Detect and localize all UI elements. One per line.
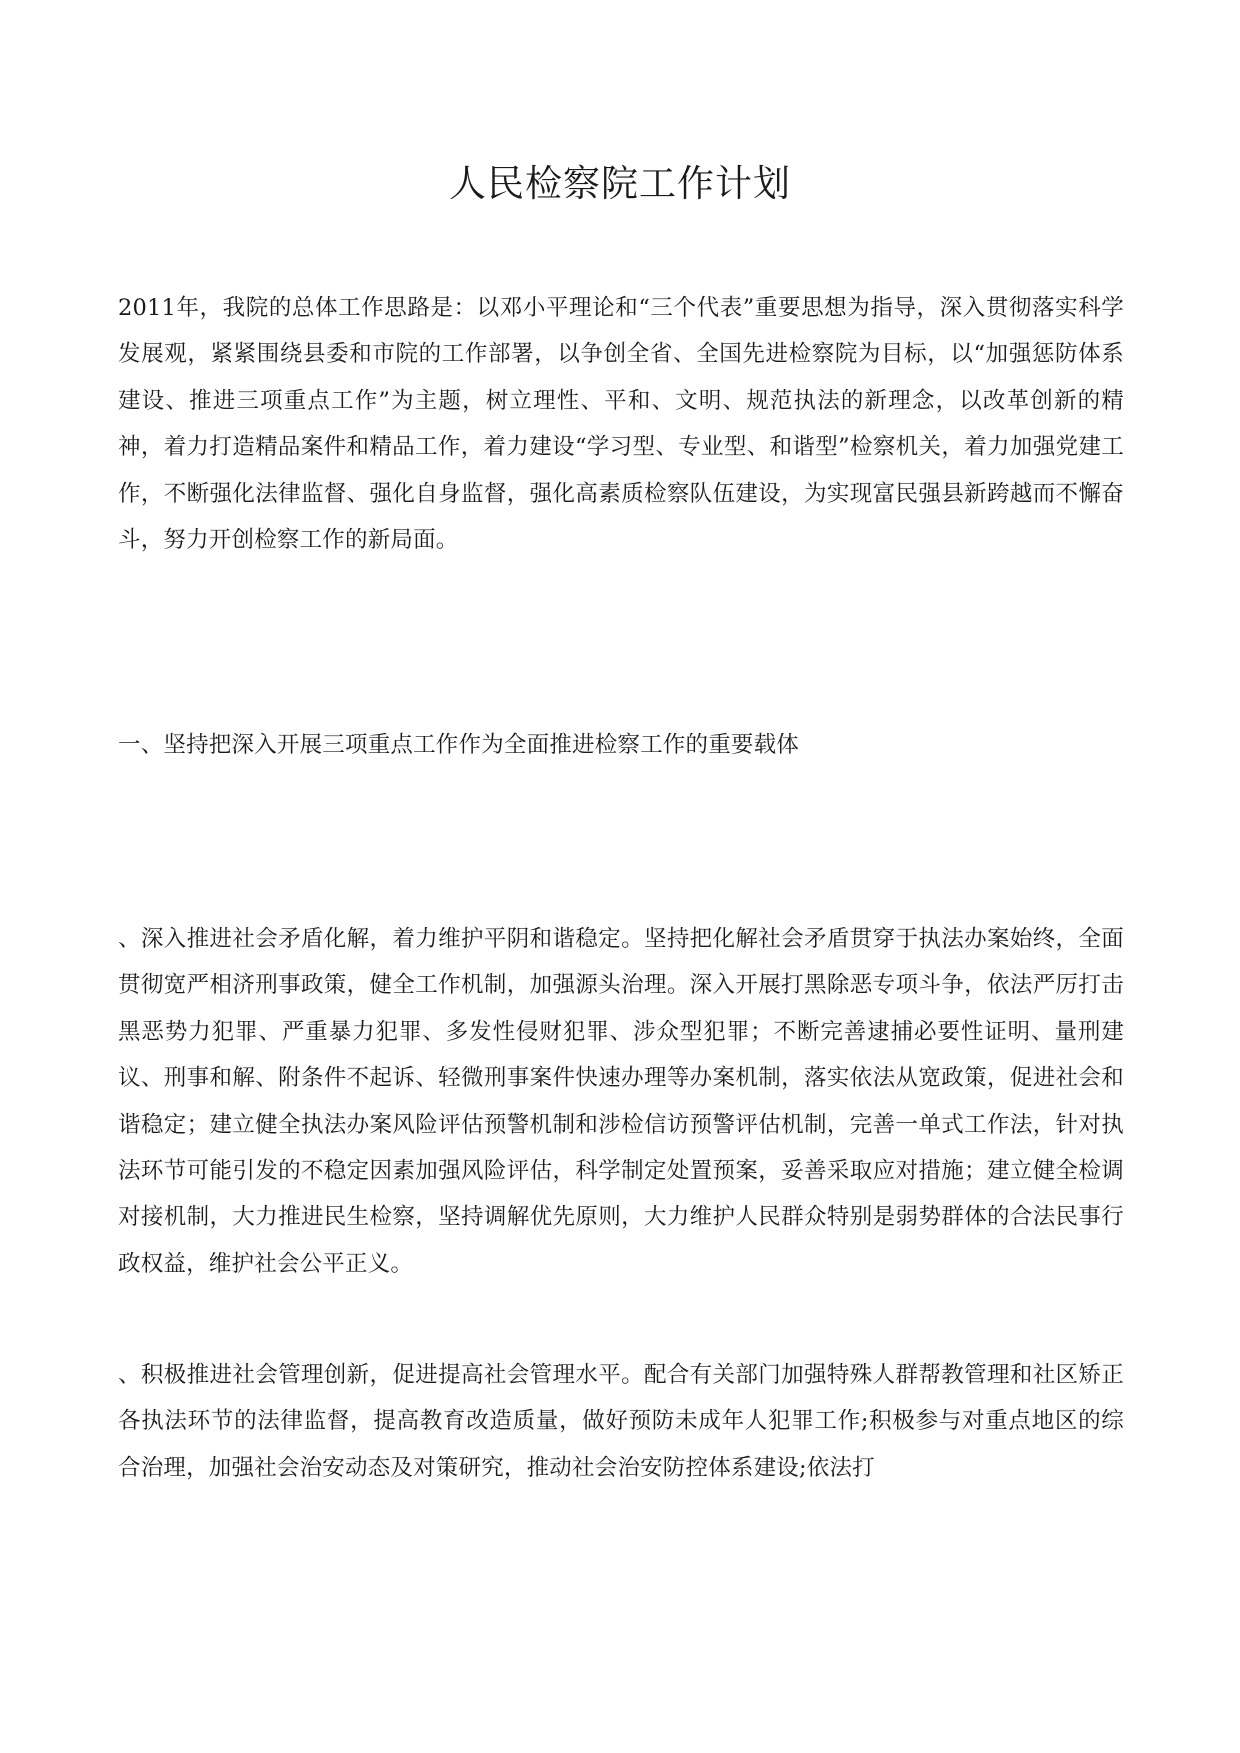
- intro-paragraph: 2011年，我院的总体工作思路是：以邓小平理论和“三个代表”重要思想为指导，深入贯彻落实科学发展观，紧紧围绕县委和市院的工作部署，以争创全省、全国先进检察院为目标，以“加强惩防体系建设、推进三项重点工作”为主题，树立理性、平和、文明、规范执法的新理念，以改革创新的精神，着力打造精品案件和精品工作，着力建设“学习型、专业型、和谐型”检察机关，着力加强党建工作，不断强化法律监督、强化自身监督，强化高素质检察队伍建设，为实现富民强县新跨越而不懈奋斗，努力开创检察工作的新局面。: [118, 295, 1124, 554]
- section-item-paragraph: 、深入推进社会矛盾化解，着力维护平阴和谐稳定。坚持把化解社会矛盾贯穿于执法办案始终，全面贯彻宽严相济刑事政策，健全工作机制，加强源头治理。深入开展打黑除恶专项斗争，依法严厉打击黑恶势力犯罪、严重暴力犯罪、多发性侵财犯罪、涉众型犯罪；不断完善逮捕必要性证明、量刑建议、刑事和解、附条件不起诉、轻微刑事案件快速办理等办案机制，落实依法从宽政策，促进社会和谐稳定；建立健全执法办案风险评估预警机制和涉检信访预警评估机制，完善一单式工作法，针对执法环节可能引发的不稳定因素加强风险评估，科学制定处置预案，妥善采取应对措施；建立健全检调对接机制，大力推进民生检察，坚持调解优先原则，大力维护人民群众特别是弱势群体的合法民事行政权益，维护社会公平正义。: [118, 926, 1124, 1277]
- section-heading: 一、坚持把深入开展三项重点工作作为全面推进检察工作的重要载体: [118, 732, 800, 758]
- section-item-paragraph: 、积极推进社会管理创新，促进提高社会管理水平。配合有关部门加强特殊人群帮教管理和社区矫正各执法环节的法律监督，提高教育改造质量，做好预防未成年人犯罪工作;积极参与对重点地区的综合治理，加强社会治安动态及对策研究，推动社会治安防控体系建设;依法打: [118, 1362, 1124, 1481]
- document-title: 人民检察院工作计划: [449, 162, 791, 205]
